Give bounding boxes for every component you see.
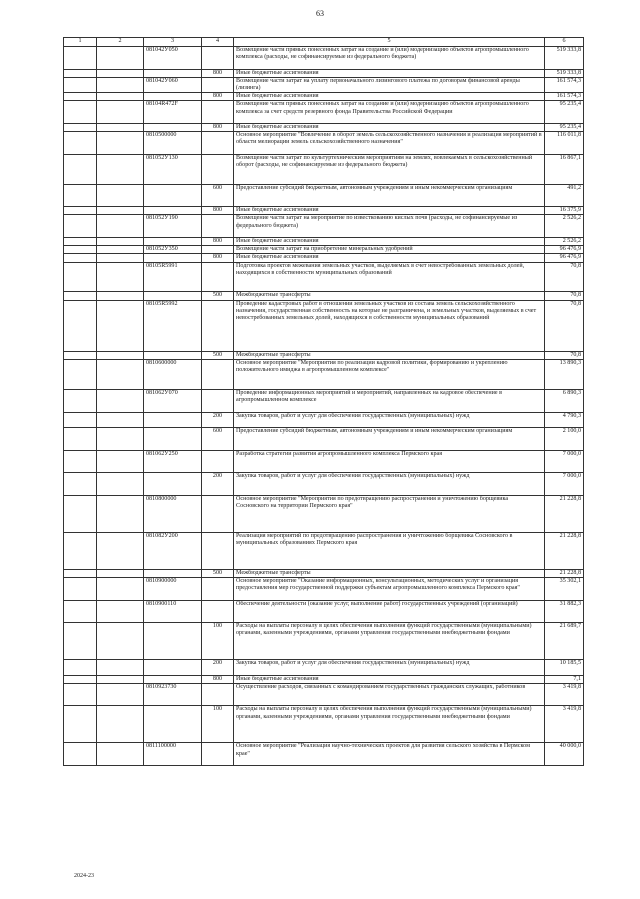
target-code-cell bbox=[144, 237, 202, 245]
empty-cell bbox=[97, 675, 144, 683]
empty-cell bbox=[97, 532, 144, 569]
page-number: 63 bbox=[316, 9, 324, 18]
expense-type-cell: 800 bbox=[202, 124, 234, 132]
empty-cell bbox=[97, 660, 144, 675]
target-code-cell: 081042У050 bbox=[144, 47, 202, 70]
expense-type-cell bbox=[202, 77, 234, 92]
empty-cell bbox=[97, 132, 144, 155]
expense-type-cell bbox=[202, 577, 234, 600]
amount-cell: 96 476,9 bbox=[545, 246, 584, 254]
target-code-cell bbox=[144, 623, 202, 660]
amount-cell: 161 574,3 bbox=[545, 93, 584, 101]
empty-cell bbox=[64, 495, 97, 532]
column-number: 1 bbox=[64, 38, 97, 47]
table-row bbox=[64, 351, 584, 359]
expense-type-cell: 800 bbox=[202, 69, 234, 77]
empty-cell bbox=[64, 154, 97, 184]
item-name-cell: Возмещение части затрат на уплату первоначального лизингового платежа по договорам финансовой аренды (лизинга) bbox=[234, 77, 545, 92]
item-name-cell: Основное мероприятие "Вовлечение в оборот земель сельскохозяйственного назначения и реализация мероприятий в области мелиорации земель сельскохозяйственного назначения" bbox=[234, 132, 545, 155]
empty-cell bbox=[64, 124, 97, 132]
expense-type-cell bbox=[202, 683, 234, 706]
item-name-cell: Расходы на выплаты персоналу в целях обеспечения выполнения функций государственными (муниципальными) органами, казенными учреждениями, органами управления государственными внебюджетными фондами bbox=[234, 623, 545, 660]
expense-type-cell bbox=[202, 246, 234, 254]
item-name-cell: Иные бюджетные ассигнования bbox=[234, 254, 545, 262]
expense-type-cell bbox=[202, 532, 234, 569]
table-row bbox=[64, 207, 584, 215]
empty-cell bbox=[64, 412, 97, 427]
empty-cell bbox=[64, 215, 97, 238]
empty-cell bbox=[97, 351, 144, 359]
amount-cell: 161 574,3 bbox=[545, 77, 584, 92]
expense-type-cell: 800 bbox=[202, 237, 234, 245]
table-row bbox=[64, 184, 584, 207]
empty-cell bbox=[97, 237, 144, 245]
amount-cell: 21 228,8 bbox=[545, 532, 584, 569]
empty-cell bbox=[64, 577, 97, 600]
empty-cell bbox=[97, 412, 144, 427]
expense-type-cell bbox=[202, 47, 234, 70]
expense-type-cell: 500 bbox=[202, 292, 234, 300]
target-code-cell bbox=[144, 69, 202, 77]
empty-cell bbox=[97, 262, 144, 292]
item-name-cell: Осуществление расходов, связанных с командированием государственных гражданских служащих, работников bbox=[234, 683, 545, 706]
target-code-cell: 081062У070 bbox=[144, 389, 202, 412]
item-name-cell: Возмещение части затрат по культуртехническим мероприятиям на землях, вовлекаемых в сельскохозяйственный оборот (расходы, не софинансируемые из федерального бюджета) bbox=[234, 154, 545, 184]
table-row bbox=[64, 93, 584, 101]
empty-cell bbox=[97, 124, 144, 132]
target-code-cell bbox=[144, 412, 202, 427]
expense-type-cell: 500 bbox=[202, 351, 234, 359]
amount-cell: 10 185,5 bbox=[545, 660, 584, 675]
target-code-cell: 0811100000 bbox=[144, 743, 202, 766]
empty-cell bbox=[64, 473, 97, 496]
table-row bbox=[64, 623, 584, 660]
amount-cell: 95 235,4 bbox=[545, 101, 584, 124]
empty-cell bbox=[64, 47, 97, 70]
item-name-cell: Межбюджетные трансферты bbox=[234, 292, 545, 300]
amount-cell: 4 790,3 bbox=[545, 412, 584, 427]
table-row bbox=[64, 675, 584, 683]
target-code-cell: 081052У190 bbox=[144, 215, 202, 238]
table-row bbox=[64, 683, 584, 706]
item-name-cell: Возмещение части затрат на мероприятие по известкованию кислых почв (расходы, не софинансируемые из федерального бюджета) bbox=[234, 215, 545, 238]
expense-type-cell: 200 bbox=[202, 412, 234, 427]
empty-cell bbox=[97, 292, 144, 300]
amount-cell: 2 526,2 bbox=[545, 215, 584, 238]
table-row bbox=[64, 101, 584, 124]
item-name-cell: Подготовка проектов межевания земельных участков, выделяемых в счет невостребованных земельных долей, находящихся в собственности муниципальных образований bbox=[234, 262, 545, 292]
target-code-cell bbox=[144, 93, 202, 101]
column-number: 2 bbox=[97, 38, 144, 47]
target-code-cell: 0810800000 bbox=[144, 495, 202, 532]
item-name-cell: Проведение информационных мероприятий и мероприятий, направленных на кадровое обеспечение в агропромышленном комплексе bbox=[234, 389, 545, 412]
empty-cell bbox=[64, 292, 97, 300]
amount-cell: 2 526,2 bbox=[545, 237, 584, 245]
expense-type-cell: 800 bbox=[202, 93, 234, 101]
empty-cell bbox=[97, 246, 144, 254]
empty-cell bbox=[64, 237, 97, 245]
empty-cell bbox=[64, 351, 97, 359]
empty-cell bbox=[64, 262, 97, 292]
empty-cell bbox=[97, 706, 144, 743]
empty-cell bbox=[97, 93, 144, 101]
item-name-cell: Предоставление субсидий бюджетным, автономным учреждениям и иным некоммерческим организациям bbox=[234, 184, 545, 207]
item-name-cell: Иные бюджетные ассигнования bbox=[234, 207, 545, 215]
item-name-cell: Проведение кадастровых работ в отношении земельных участков из состава земель сельскохозяйственного назначения, государственная собственность на которые не разграничена, и земельных участков, выделяемых в счет невостребованных земельных долей, находящихся в собственности муниципальных образований bbox=[234, 300, 545, 351]
target-code-cell: 081052У130 bbox=[144, 154, 202, 184]
table-row bbox=[64, 532, 584, 569]
empty-cell bbox=[97, 47, 144, 70]
empty-cell bbox=[97, 577, 144, 600]
target-code-cell bbox=[144, 351, 202, 359]
target-code-cell: 0810500000 bbox=[144, 132, 202, 155]
empty-cell bbox=[97, 207, 144, 215]
empty-cell bbox=[97, 569, 144, 577]
amount-cell: 519 333,8 bbox=[545, 47, 584, 70]
expense-type-cell bbox=[202, 101, 234, 124]
empty-cell bbox=[64, 360, 97, 390]
target-code-cell: 081082У200 bbox=[144, 532, 202, 569]
expense-type-cell bbox=[202, 215, 234, 238]
target-code-cell bbox=[144, 675, 202, 683]
target-code-cell bbox=[144, 292, 202, 300]
expense-type-cell: 600 bbox=[202, 427, 234, 450]
expense-type-cell bbox=[202, 600, 234, 623]
empty-cell bbox=[64, 532, 97, 569]
amount-cell: 95 235,4 bbox=[545, 124, 584, 132]
empty-cell bbox=[64, 427, 97, 450]
empty-cell bbox=[64, 254, 97, 262]
target-code-cell: 081042У060 bbox=[144, 77, 202, 92]
empty-cell bbox=[64, 184, 97, 207]
table-row bbox=[64, 215, 584, 238]
empty-cell bbox=[97, 360, 144, 390]
empty-cell bbox=[97, 389, 144, 412]
table-row bbox=[64, 450, 584, 473]
expense-type-cell: 200 bbox=[202, 473, 234, 496]
item-name-cell: Предоставление субсидий бюджетным, автономным учреждениям и иным некоммерческим организациям bbox=[234, 427, 545, 450]
item-name-cell: Разработка стратегии развития агропромышленного комплекса Пермского края bbox=[234, 450, 545, 473]
expense-type-cell bbox=[202, 450, 234, 473]
item-name-cell: Иные бюджетные ассигнования bbox=[234, 124, 545, 132]
target-code-cell bbox=[144, 427, 202, 450]
expense-type-cell bbox=[202, 360, 234, 390]
table-row bbox=[64, 577, 584, 600]
empty-cell bbox=[97, 215, 144, 238]
item-name-cell: Возмещение части прямых понесенных затрат на создание и (или) модернизацию объектов агропромышленного комплекса за счет средств резервного фонда Правительства Российской Федерации bbox=[234, 101, 545, 124]
column-number: 3 bbox=[144, 38, 202, 47]
item-name-cell: Основное мероприятие "Оказание информационных, консультационных, методических услуг и организация предоставления мер государственной поддержки субъектам агропромышленного комплекса Пермского края" bbox=[234, 577, 545, 600]
empty-cell bbox=[97, 300, 144, 351]
target-code-cell: 08105R5992 bbox=[144, 300, 202, 351]
target-code-cell bbox=[144, 473, 202, 496]
expense-type-cell: 500 bbox=[202, 569, 234, 577]
table-row bbox=[64, 427, 584, 450]
amount-cell: 70,8 bbox=[545, 300, 584, 351]
amount-cell: 7 000,0 bbox=[545, 473, 584, 496]
expense-type-cell bbox=[202, 300, 234, 351]
target-code-cell: 08105R5991 bbox=[144, 262, 202, 292]
empty-cell bbox=[64, 683, 97, 706]
target-code-cell: 081062У250 bbox=[144, 450, 202, 473]
empty-cell bbox=[64, 569, 97, 577]
empty-cell bbox=[64, 450, 97, 473]
target-code-cell bbox=[144, 660, 202, 675]
table-row bbox=[64, 262, 584, 292]
empty-cell bbox=[64, 389, 97, 412]
amount-cell: 70,8 bbox=[545, 351, 584, 359]
item-name-cell: Основное мероприятие "Мероприятия по предотвращению распространения и уничтожению борщевика Сосновского на территории Пермского края" bbox=[234, 495, 545, 532]
item-name-cell: Иные бюджетные ассигнования bbox=[234, 675, 545, 683]
empty-cell bbox=[64, 743, 97, 766]
target-code-cell: 0810900110 bbox=[144, 600, 202, 623]
empty-cell bbox=[64, 69, 97, 77]
amount-cell: 6 890,3 bbox=[545, 389, 584, 412]
amount-cell: 3 419,8 bbox=[545, 683, 584, 706]
item-name-cell: Обеспечение деятельности (оказание услуг, выполнение работ) государственных учреждений (организаций) bbox=[234, 600, 545, 623]
empty-cell bbox=[97, 495, 144, 532]
table-row bbox=[64, 254, 584, 262]
target-code-cell bbox=[144, 184, 202, 207]
item-name-cell: Иные бюджетные ассигнования bbox=[234, 93, 545, 101]
target-code-cell bbox=[144, 124, 202, 132]
empty-cell bbox=[64, 77, 97, 92]
column-number: 5 bbox=[234, 38, 545, 47]
table-row bbox=[64, 300, 584, 351]
item-name-cell: Основное мероприятие "Мероприятия по реализации кадровой политики, формированию и укреплению положительного имиджа в агропромышленном комплексе" bbox=[234, 360, 545, 390]
empty-cell bbox=[64, 132, 97, 155]
table-row bbox=[64, 132, 584, 155]
target-code-cell: 081052У350 bbox=[144, 246, 202, 254]
table-row bbox=[64, 473, 584, 496]
item-name-cell: Закупка товаров, работ и услуг для обеспечения государственных (муниципальных) нужд bbox=[234, 412, 545, 427]
table-row bbox=[64, 237, 584, 245]
empty-cell bbox=[64, 207, 97, 215]
item-name-cell: Межбюджетные трансферты bbox=[234, 569, 545, 577]
empty-cell bbox=[97, 450, 144, 473]
table-row bbox=[64, 69, 584, 77]
amount-cell: 3 419,8 bbox=[545, 706, 584, 743]
budget-table bbox=[63, 37, 584, 766]
table-row bbox=[64, 569, 584, 577]
empty-cell bbox=[64, 675, 97, 683]
expense-type-cell bbox=[202, 743, 234, 766]
empty-cell bbox=[97, 101, 144, 124]
amount-cell: 16 867,1 bbox=[545, 154, 584, 184]
amount-cell: 491,2 bbox=[545, 184, 584, 207]
target-code-cell: 08104R472F bbox=[144, 101, 202, 124]
column-number: 6 bbox=[545, 38, 584, 47]
empty-cell bbox=[64, 300, 97, 351]
empty-cell bbox=[97, 69, 144, 77]
item-name-cell: Закупка товаров, работ и услуг для обеспечения государственных (муниципальных) нужд bbox=[234, 473, 545, 496]
item-name-cell: Возмещение части прямых понесенных затрат на создание и (или) модернизацию объектов агропромышленного комплекса (расходы, не софинансируемые из федерального бюджета) bbox=[234, 47, 545, 70]
table-row bbox=[64, 47, 584, 70]
table-row bbox=[64, 154, 584, 184]
empty-cell bbox=[97, 427, 144, 450]
table-row bbox=[64, 292, 584, 300]
table-row bbox=[64, 412, 584, 427]
item-name-cell: Иные бюджетные ассигнования bbox=[234, 237, 545, 245]
empty-cell bbox=[64, 623, 97, 660]
expense-type-cell: 800 bbox=[202, 675, 234, 683]
target-code-cell bbox=[144, 706, 202, 743]
empty-cell bbox=[64, 93, 97, 101]
amount-cell: 7,1 bbox=[545, 675, 584, 683]
table-row bbox=[64, 77, 584, 92]
amount-cell: 96 476,9 bbox=[545, 254, 584, 262]
item-name-cell: Межбюджетные трансферты bbox=[234, 351, 545, 359]
target-code-cell: 0810600000 bbox=[144, 360, 202, 390]
amount-cell: 116 011,8 bbox=[545, 132, 584, 155]
empty-cell bbox=[64, 660, 97, 675]
target-code-cell: 0810923730 bbox=[144, 683, 202, 706]
item-name-cell: Возмещение части затрат на приобретение минеральных удобрений bbox=[234, 246, 545, 254]
target-code-cell bbox=[144, 207, 202, 215]
amount-cell: 21 689,7 bbox=[545, 623, 584, 660]
expense-type-cell bbox=[202, 262, 234, 292]
item-name-cell: Иные бюджетные ассигнования bbox=[234, 69, 545, 77]
table-row bbox=[64, 124, 584, 132]
table-row bbox=[64, 600, 584, 623]
column-number: 4 bbox=[202, 38, 234, 47]
empty-cell bbox=[97, 683, 144, 706]
empty-cell bbox=[97, 473, 144, 496]
target-code-cell bbox=[144, 569, 202, 577]
expense-type-cell bbox=[202, 389, 234, 412]
empty-cell bbox=[97, 254, 144, 262]
table-row bbox=[64, 246, 584, 254]
empty-cell bbox=[97, 623, 144, 660]
expense-type-cell: 100 bbox=[202, 706, 234, 743]
expense-type-cell: 100 bbox=[202, 623, 234, 660]
amount-cell: 31 882,3 bbox=[545, 600, 584, 623]
empty-cell bbox=[64, 246, 97, 254]
empty-cell bbox=[97, 600, 144, 623]
amount-cell: 16 375,9 bbox=[545, 207, 584, 215]
amount-cell: 35 302,1 bbox=[545, 577, 584, 600]
amount-cell: 21 228,8 bbox=[545, 569, 584, 577]
table-row bbox=[64, 660, 584, 675]
expense-type-cell bbox=[202, 154, 234, 184]
empty-cell bbox=[64, 706, 97, 743]
expense-type-cell: 800 bbox=[202, 207, 234, 215]
amount-cell: 70,8 bbox=[545, 292, 584, 300]
table-row bbox=[64, 706, 584, 743]
target-code-cell bbox=[144, 254, 202, 262]
item-name-cell: Реализация мероприятий по предотвращению распространения и уничтожению борщевика Сосновского в муниципальных образованиях Пермского края bbox=[234, 532, 545, 569]
empty-cell bbox=[97, 743, 144, 766]
expense-type-cell bbox=[202, 132, 234, 155]
item-name-cell: Закупка товаров, работ и услуг для обеспечения государственных (муниципальных) нужд bbox=[234, 660, 545, 675]
amount-cell: 21 228,8 bbox=[545, 495, 584, 532]
target-code-cell: 0810900000 bbox=[144, 577, 202, 600]
expense-type-cell bbox=[202, 495, 234, 532]
amount-cell: 2 100,0 bbox=[545, 427, 584, 450]
amount-cell: 519 333,8 bbox=[545, 69, 584, 77]
amount-cell: 13 890,3 bbox=[545, 360, 584, 390]
table-row bbox=[64, 743, 584, 766]
table-row bbox=[64, 360, 584, 390]
expense-type-cell: 600 bbox=[202, 184, 234, 207]
empty-cell bbox=[64, 101, 97, 124]
table-row bbox=[64, 389, 584, 412]
amount-cell: 40 000,0 bbox=[545, 743, 584, 766]
amount-cell: 70,8 bbox=[545, 262, 584, 292]
empty-cell bbox=[97, 154, 144, 184]
item-name-cell: Расходы на выплаты персоналу в целях обеспечения выполнения функций государственными (муниципальными) органами, казенными учреждениями, органами управления государственными внебюджетными фондами bbox=[234, 706, 545, 743]
empty-cell bbox=[64, 600, 97, 623]
table-row bbox=[64, 495, 584, 532]
expense-type-cell: 200 bbox=[202, 660, 234, 675]
empty-cell bbox=[97, 77, 144, 92]
empty-cell bbox=[97, 184, 144, 207]
expense-type-cell: 800 bbox=[202, 254, 234, 262]
item-name-cell: Основное мероприятие "Реализация научно-технических проектов для развития сельского хозяйства в Пермском крае" bbox=[234, 743, 545, 766]
column-number-row bbox=[64, 38, 584, 47]
amount-cell: 7 000,0 bbox=[545, 450, 584, 473]
footer-code: 2024-23 bbox=[74, 873, 94, 879]
